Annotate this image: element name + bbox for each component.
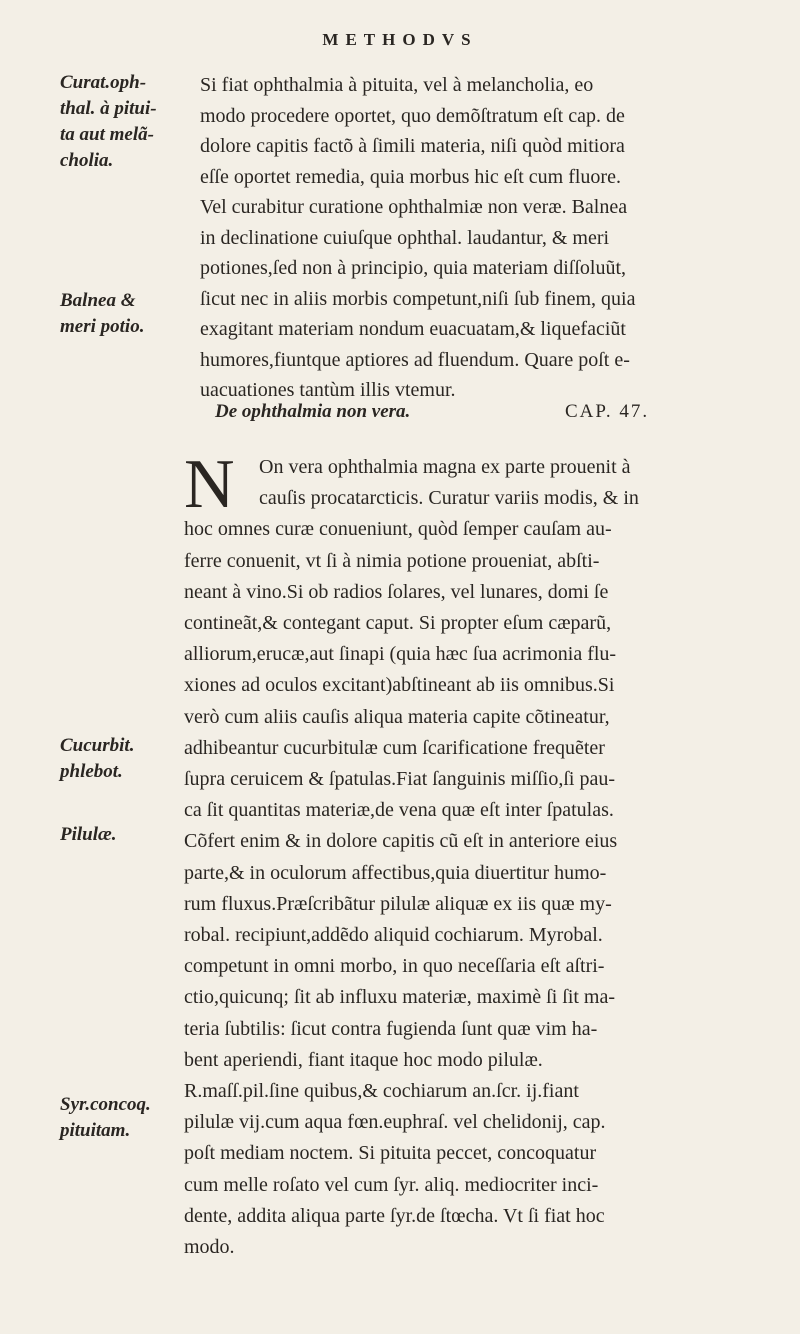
chapter-body [184, 446, 784, 1263]
text-line: R.maſſ.pil.ſine quibus,& cochiarum an.ſcr. ij.fiant [184, 1080, 579, 1103]
text-line: Si fiat ophthalmia à pituita, vel à melancholia, eo [200, 74, 594, 96]
text-line: On vera ophthalmia magna ex parte prouenit à [259, 456, 631, 478]
text-line: cum melle roſato vel cum ſyr. aliq. mediocriter inci- [184, 1173, 599, 1196]
text-line: pilulæ vij.cum aqua fœn.euphraſ. vel chelidonij, cap. [184, 1111, 606, 1134]
running-head: METHODVS [322, 30, 478, 49]
chapter-number: CAP. 47. [565, 401, 650, 422]
drop-cap: N [184, 446, 235, 523]
text-line: competunt in omni morbo, in quo neceſſaria eſt aſtri- [184, 955, 605, 978]
chapter-heading [215, 401, 775, 423]
text-line: ctio,quicunq; ſit ab influxu materiæ, maximè ſi ſit ma- [184, 986, 616, 1009]
paragraph-ophthalmia-pituita [200, 70, 780, 406]
margin-note-pilulae: Pilulæ. [60, 824, 117, 845]
margin-note-balnea: Balnea & meri potio. [60, 290, 145, 337]
text-line: neant à vino.Si ob radios ſolares, vel lunares, domi ſe [184, 580, 609, 603]
margin-note-curatio: Curat.oph- thal. à pitui- ta aut melã- cholia. [60, 72, 157, 171]
margin-note-syrup: Syr.concoq. pituitam. [60, 1094, 151, 1141]
text-line: in declinatione cuiuſque ophthal. laudantur, & meri [200, 226, 610, 249]
text-line: potiones,ſed non à principio, quia materiam diſſoluũt, [200, 257, 627, 279]
text-line: modo. [184, 1236, 235, 1259]
margin-note-cucurbit: Cucurbit. phlebot. [60, 735, 135, 782]
text-line: alliorum,erucæ,aut ſinapi (quia hæc ſua acrimonia flu- [184, 643, 617, 666]
text-line: parte,& in oculorum affectibus,quia diuertitur humo- [184, 861, 607, 884]
text-line: Vel curabitur curatione ophthalmiæ non veræ. Balnea [200, 196, 628, 218]
text-line: poſt mediam noctem. Si pituita peccet, concoquatur [184, 1142, 597, 1165]
text-line: modo procedere oportet, quo demõſtratum eſt cap. de [200, 104, 625, 127]
text-line: verò cum aliis cauſis aliqua materia capite cõtineatur, [184, 705, 610, 728]
text-line: Cõfert enim & in dolore capitis cũ eſt in anteriore eius [184, 830, 618, 853]
text-line: dente, addita aliqua parte ſyr.de ſtœcha. Vt ſi fiat hoc [184, 1204, 605, 1227]
text-line: rum fluxus.Præſcribãtur pilulæ aliquæ ex iis quæ my- [184, 892, 612, 915]
text-line: ca ſit quantitas materiæ,de vena quæ eſt inter ſpatulas. [184, 799, 614, 822]
text-line: ferre conuenit, vt ſi à nimia potione proueniat, abſti- [184, 549, 600, 572]
text-line: hoc omnes curæ conueniunt, quòd ſemper cauſam au- [184, 518, 612, 541]
text-line: contineãt,& contegant caput. Si propter eſum cæparũ, [184, 612, 612, 635]
text-line: humores,fiuntque aptiores ad fluendum. Quare poſt e- [200, 348, 630, 371]
text-line: teria ſubtilis: ſicut contra fugienda ſunt quæ vim ha- [184, 1017, 598, 1040]
chapter-title: De ophthalmia non vera. [215, 401, 411, 422]
text-line: exagitant materiam nondum euacuatam,& liquefaciũt [200, 318, 626, 340]
text-line: ſupra ceruicem & ſpatulas.Fiat ſanguinis miſſio,ſi pau- [184, 768, 616, 791]
text-line: xiones ad oculos excitant)abſtineant ab iis omnibus.Si [184, 674, 615, 697]
text-line: bent aperiendi, fiant itaque hoc modo pilulæ. [184, 1048, 543, 1071]
text-line: eſſe oportet remedia, quia morbus hic eſt cum fluore. [200, 165, 621, 188]
text-line: ſicut nec in aliis morbis competunt,niſi ſub finem, quia [200, 287, 636, 310]
text-line: uacuationes tantùm illis vtemur. [200, 379, 456, 401]
text-line: robal. recipiunt,addẽdo aliquid cochiarum. Myrobal. [184, 924, 603, 947]
text-line: adhibeantur cucurbitulæ cum ſcarificatione frequẽter [184, 736, 605, 759]
text-line: cauſis procatarcticis. Curatur variis modis, & in [259, 487, 639, 510]
text-line: dolore capitis factõ à ſimili materia, niſi quòd mitiora [200, 135, 625, 157]
